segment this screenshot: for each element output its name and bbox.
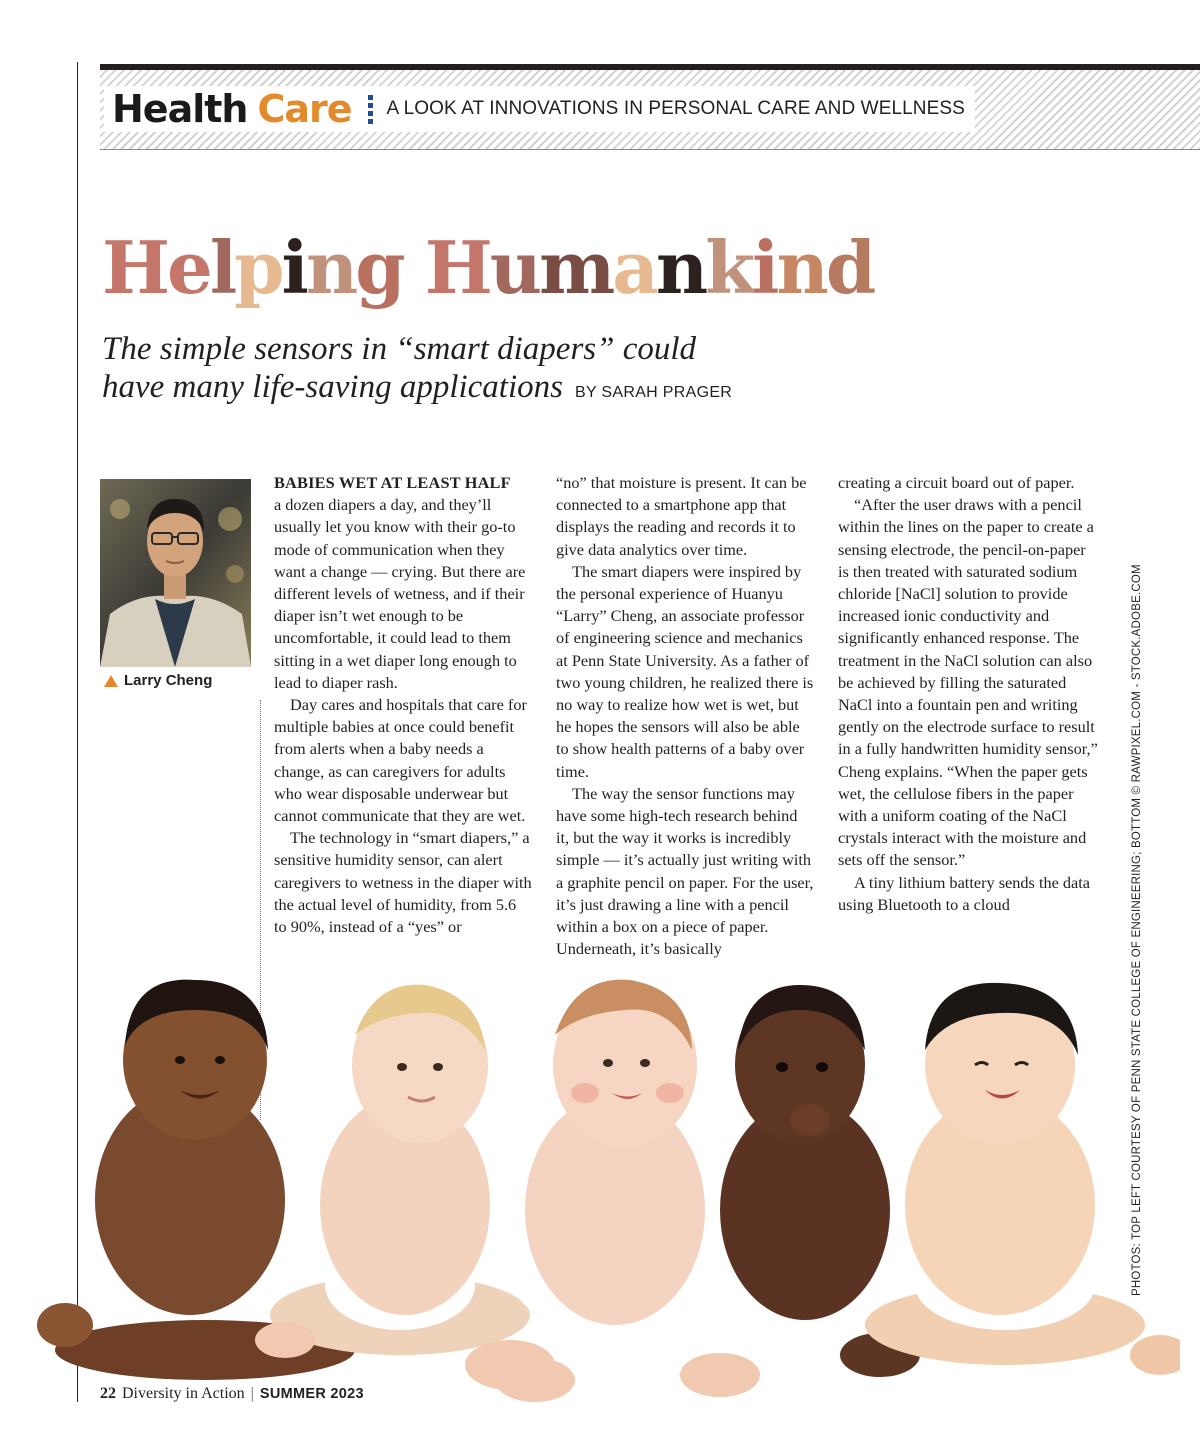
deck-line-1: The simple sensors in “smart diapers” could [102, 331, 697, 367]
page-folio [100, 1385, 364, 1403]
photo-credit: PHOTOS: TOP LEFT COURTESY OF PENN STATE COLLEGE OF ENGINEERING; BOTTOM © RAWPIXEL.COM - STOCK.ADOBE.COM [1131, 564, 1143, 1296]
folio-separator: | [250, 1385, 254, 1402]
headline-letter: p [234, 225, 282, 310]
section-label [104, 86, 975, 132]
portrait-photo [100, 479, 251, 667]
body-paragraph: The way the sensor functions may have some high-tech research behind it, but the way it works is incredibly simple — it’s actually just writing with a graphite pencil on paper. For the user, it’s just drawing a line with a pencil within a box on a piece of paper. Underneath, it’s basically [556, 783, 814, 959]
deck-line-2: have many life-saving applications BY SARAH PRAGER [102, 369, 733, 405]
triangle-icon [104, 675, 118, 687]
body-paragraph: “After the user draws with a pencil within the lines on the paper to create a sensing electrode, the pencil-on-paper is then treated with saturated sodium chloride [NaCl] solution to provide increased ionic conductivity and significantly enhanced response. The treatment in the NaCl solution can also be achieved by filling the saturated NaCl into a fountain pen and writing gently on the electrode surface to result in a fully handwritten humidity sensor,” Cheng explains. “When the paper gets wet, the cellulose fibers in the paper with a uniform coating of the NaCl crystals interact with the moisture and sets off the sensor.” [838, 495, 1098, 870]
portrait-caption [104, 672, 212, 689]
headline-letter: i [752, 225, 777, 310]
headline-letter: l [209, 225, 235, 310]
section-divider-dots [368, 95, 373, 124]
page-number: 22 [100, 1385, 116, 1402]
body-paragraph: Day cares and hospitals that care for multiple babies at once could benefit from alerts when a baby needs a change, as can caregivers for adults who wear disposable underwear but cannot communicate that they are wet. [274, 695, 527, 826]
headline-letter: k [705, 225, 753, 310]
section-header [100, 64, 1200, 150]
lead-paragraph: BABIES WET AT LEAST HALF a dozen diapers a day, and they’ll usually let you know with their go-to mode of communication when they want a change — crying. But there are different levels of wetness, and if their diaper isn’t wet enough to be uncomfortable, it could lead to them sitting in a wet diaper long enough to lead to diaper rash. [274, 473, 526, 692]
body-paragraph: The technology in “smart diapers,” a sensitive humidity sensor, can alert caregivers to wetness in the diaper with the actual level of humidity, from 5.6 to 90%, instead of a “yes” or [274, 828, 532, 937]
headline-letter: u [489, 225, 540, 310]
body-paragraph: creating a circuit board out of paper. [838, 473, 1075, 492]
babies-photo [30, 955, 1180, 1410]
body-paragraph: The smart diapers were inspired by the personal experience of Huanyu “Larry” Cheng, an associate professor of engineering science and mechanics at Penn State University. As a father of two young children, he realized there is no way to realize how wet is wet, but he hopes the sensors will also be able to show health patterns of a baby over time. [556, 561, 814, 781]
headline-letter: g [355, 225, 403, 310]
headline-letter: e [167, 225, 210, 310]
issue-date: SUMMER 2023 [259, 1386, 364, 1402]
article-column-2 [556, 472, 814, 960]
article-column-3 [838, 472, 1100, 916]
headline-letter: H [102, 225, 168, 310]
body-paragraph: “no” that moisture is present. It can be connected to a smartphone app that displays the reading and records it to give data analytics over time. [556, 473, 807, 559]
lead-in: BABIES WET AT LEAST HALF [274, 473, 511, 492]
byline: BY SARAH PRAGER [575, 384, 733, 401]
section-name-care: Care [257, 87, 352, 131]
headline-letter: i [281, 225, 306, 310]
section-tagline: A LOOK AT INNOVATIONS IN PERSONAL CARE AND WELLNESS [386, 98, 965, 119]
caption-text: Larry Cheng [124, 672, 213, 689]
body-paragraph: A tiny lithium battery sends the data using Bluetooth to a cloud [838, 872, 1091, 914]
article-deck [102, 330, 732, 412]
headline-letter: n [305, 225, 356, 310]
section-name-health: Health [112, 87, 248, 131]
headline-letter: H [424, 225, 490, 310]
article-column-1 [274, 472, 532, 938]
headline-letter: d [825, 225, 874, 310]
headline-letter: m [539, 225, 613, 310]
headline-letter [403, 225, 425, 310]
headline-letter: a [612, 225, 656, 310]
article-headline [102, 225, 874, 310]
headline-letter: n [655, 225, 706, 310]
headline-letter: n [776, 225, 826, 310]
publication-name: Diversity in Action [122, 1385, 245, 1402]
